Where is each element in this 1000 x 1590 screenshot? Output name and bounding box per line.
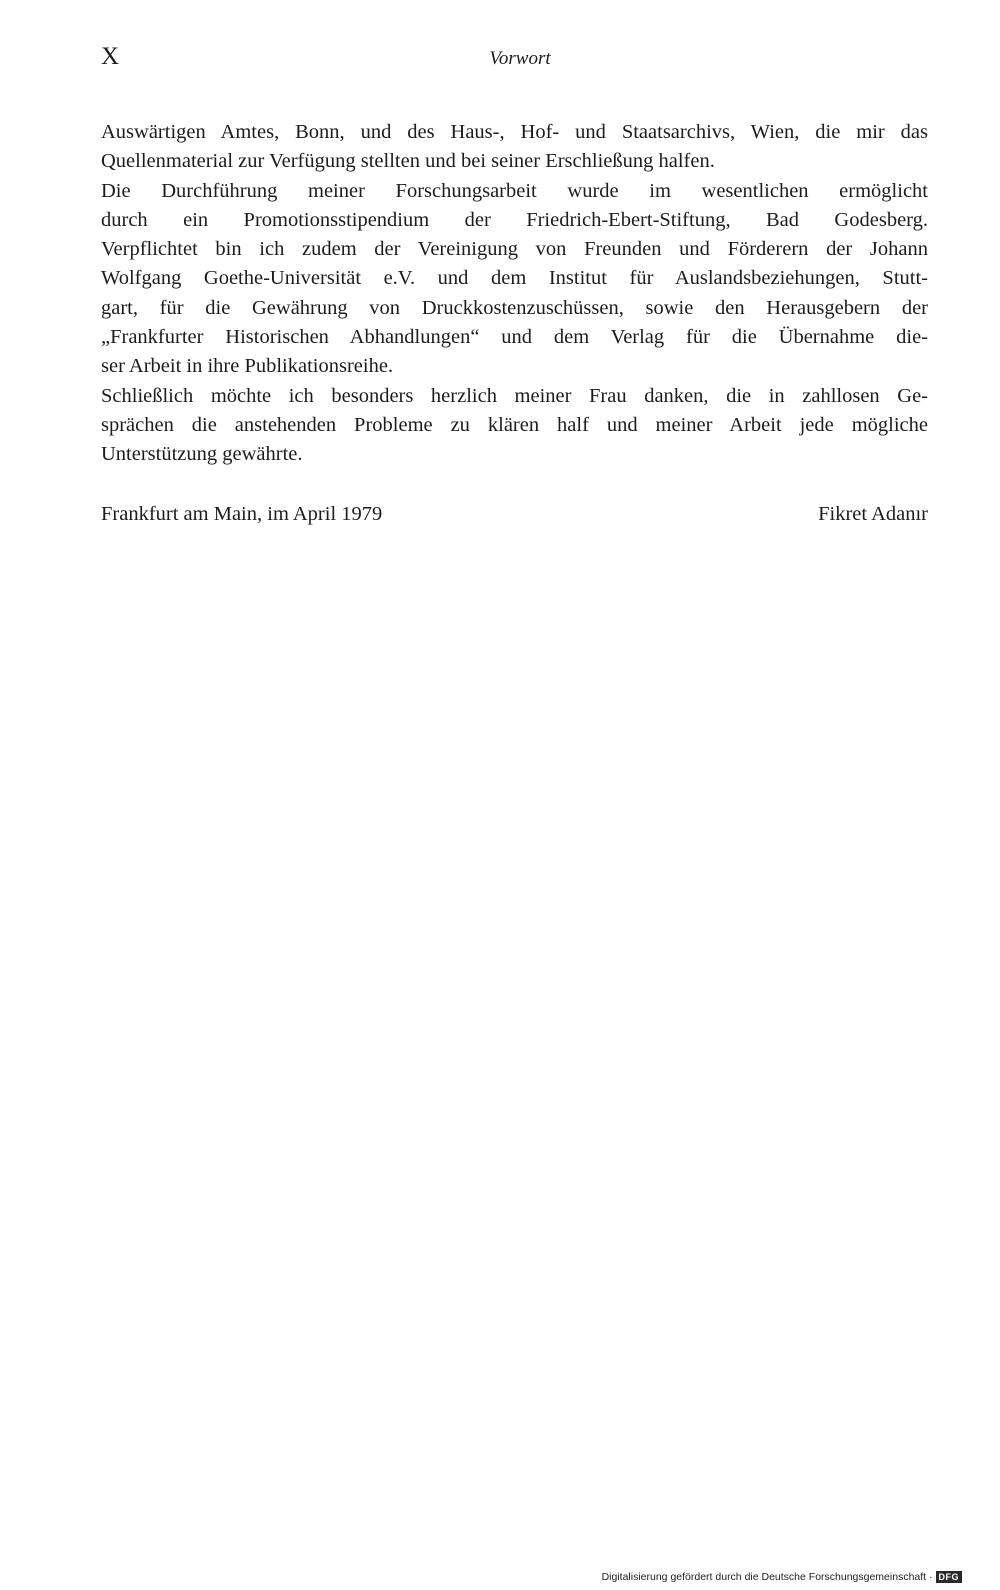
author-name: Fikret Adanır (818, 503, 928, 525)
text-line: Verpflichtet bin ich zudem der Vereinigung von Freunden und Förderern der Johann (101, 238, 928, 261)
text-line: Die Durchführung meiner Forschungsarbeit wurde im wesentlichen ermöglicht (101, 179, 928, 202)
text-line: Unterstützung gewährte. (101, 443, 303, 466)
text-line: Auswärtigen Amtes, Bonn, und des Haus-, Hof- und Staatsarchivs, Wien, die mir das (101, 121, 928, 143)
footer-credit (602, 1570, 962, 1584)
text-line: Wolfgang Goethe-Universität e.V. und dem Institut für Auslandsbeziehungen, Stutt- (101, 267, 928, 290)
signature-row (101, 500, 928, 529)
text-line: gart, für die Gewährung von Druckkostenzuschüssen, sowie den Herausgebern der (101, 296, 928, 319)
footer-credit-text: Digitalisierung gefördert durch die Deutsche Forschungsgemeinschaft · (601, 1571, 933, 1583)
body-text (101, 118, 928, 470)
text-line: sprächen die anstehenden Probleme zu klären half und meiner Arbeit jede mögliche (101, 413, 928, 436)
text-line: durch ein Promotionsstipendium der Friedrich-Ebert-Stiftung, Bad Godesberg. (101, 208, 928, 231)
text-line: Schließlich möchte ich besonders herzlich meiner Frau danken, die in zahllosen Ge- (101, 384, 928, 407)
text-line: „Frankfurter Historischen Abhandlungen“ und dem Verlag für die Übernahme die- (101, 326, 928, 349)
page-number: X (101, 43, 120, 70)
text-line: ser Arbeit in ihre Publikationsreihe. (101, 355, 394, 378)
dfg-logo-icon: DFG (936, 1571, 963, 1583)
place-date: Frankfurt am Main, im April 1979 (101, 503, 383, 525)
text-line: Quellenmaterial zur Verfügung stellten und bei seiner Erschließung halfen. (101, 150, 715, 173)
running-head: Vorwort (489, 48, 551, 69)
